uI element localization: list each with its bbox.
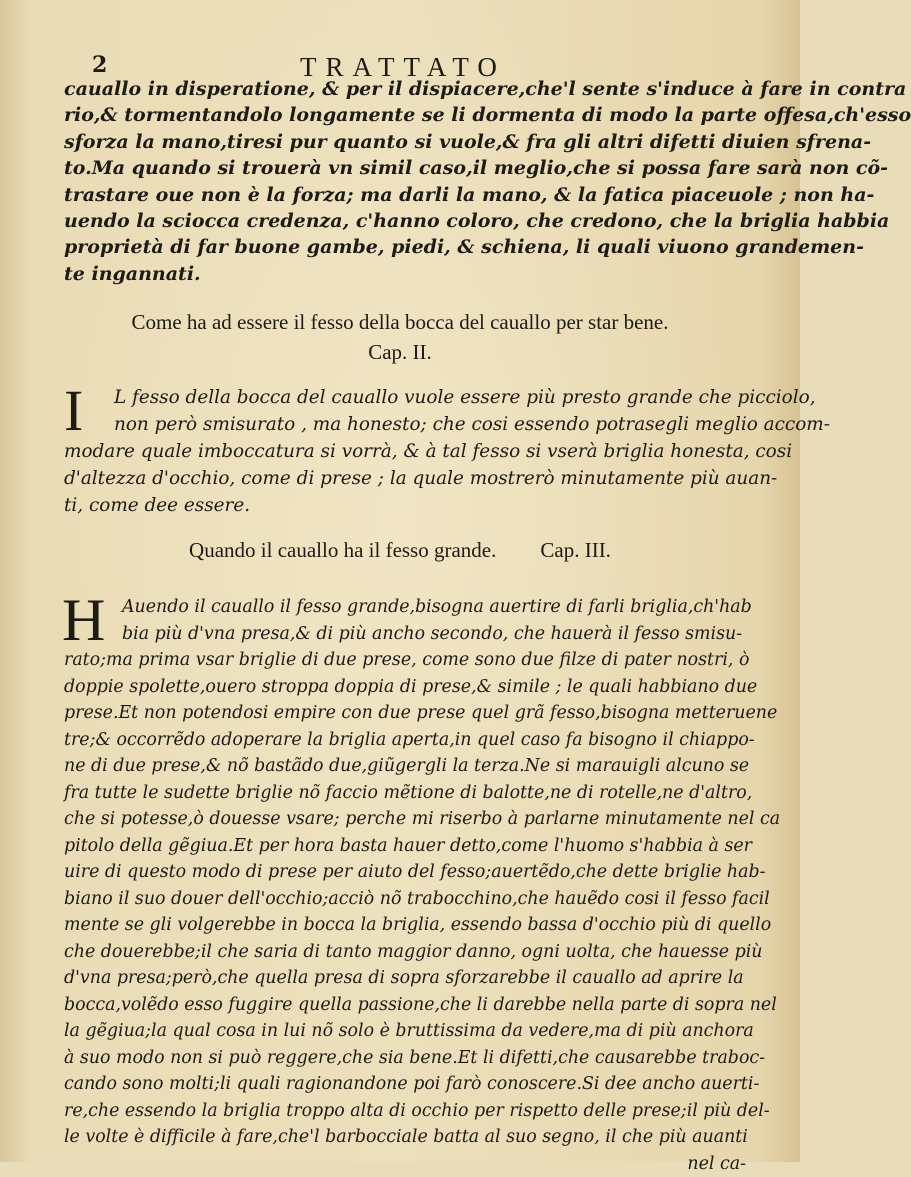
text-line: te ingannati. xyxy=(64,261,754,287)
drop-cap-h: H xyxy=(62,590,105,650)
text-line: la gẽgiua;la qual cosa in lui nõ solo è bruttissima da vedere,ma di più anchora xyxy=(64,1018,754,1045)
chapter-3-title: Quando il cauallo ha il fesso grande. xyxy=(189,538,496,562)
text-line: proprietà di far buone gambe, piedi, & schiena, li quali viuono grandemen- xyxy=(64,234,754,260)
chapter-2-title: Come ha ad essere il fesso della bocca del cauallo per star bene. xyxy=(0,310,800,335)
chapter-3-paragraph xyxy=(64,594,754,1177)
text-line: d'vna presa;però,che quella presa di sopra sforzarebbe il cauallo ad aprire la xyxy=(64,965,754,992)
drop-cap-i: I xyxy=(64,382,83,440)
text-line: cando sono molti;li quali ragionandone poi farò conoscere.Si dee ancho auerti- xyxy=(64,1071,754,1098)
catchword: nel ca- xyxy=(64,1151,754,1177)
text-line: bia più d'vna presa,& di più ancho secondo, che hauerà il fesso smisu- xyxy=(64,621,754,648)
text-line: à suo modo non si può reggere,che sia bene.Et li difetti,che causarebbe traboc- xyxy=(64,1045,754,1072)
text-line: le volte è difficile à fare,che'l barbocciale batta al suo segno, il che più auanti xyxy=(64,1124,754,1151)
page-number: 2 xyxy=(92,52,107,78)
text-line: biano il suo douer dell'occhio;acciò nõ trabocchino,che hauẽdo cosi il fesso facil xyxy=(64,886,754,913)
text-line: modare quale imboccatura si vorrà, & à tal fesso si vserà briglia honesta, cosi xyxy=(64,438,754,465)
text-line: ti, come dee essere. xyxy=(64,492,754,519)
chapter-3-number: Cap. III. xyxy=(540,538,611,562)
running-title: TRATTATO xyxy=(300,52,506,83)
text-line: d'altezza d'occhio, come di prese ; la quale mostrerò minutamente più auan- xyxy=(64,465,754,492)
text-line: rio,& tormentandolo longamente se li dormenta di modo la parte offesa,ch'esso xyxy=(64,102,754,128)
text-line: non però smisurato , ma honesto; che cosi essendo potrasegli meglio accom- xyxy=(64,411,754,438)
text-line: L fesso della bocca del cauallo vuole essere più presto grande che picciolo, xyxy=(64,384,754,411)
text-line: trastare oue non è la forza; ma darli la mano, & la fatica piaceuole ; non ha- xyxy=(64,182,754,208)
text-line: mente se gli volgerebbe in bocca la briglia, essendo bassa d'occhio più di quello xyxy=(64,912,754,939)
text-line: che si potesse,ò douesse vsare; perche mi riserbo à parlarne minutamente nel ca xyxy=(64,806,754,833)
text-line: sforza la mano,tiresi pur quanto si vuole,& fra gli altri difetti diuien sfrena- xyxy=(64,129,754,155)
text-line: uendo la sciocca credenza, c'hanno coloro, che credono, che la briglia habbia xyxy=(64,208,754,234)
text-line: uire di questo modo di prese per aiuto del fesso;auertẽdo,che dette briglie hab- xyxy=(64,859,754,886)
text-line: cauallo in disperatione, & per il dispiacere,che'l sente s'induce à fare in contra xyxy=(64,76,754,102)
text-line: prese.Et non potendosi empire con due prese quel grã fesso,bisogna metteruene xyxy=(64,700,754,727)
text-line: rato;ma prima vsar briglie di due prese, come sono due filze di pater nostri, ò xyxy=(64,647,754,674)
text-line: tre;& occorrẽdo adoperare la briglia aperta,in quel caso fa bisogno il chiappo- xyxy=(64,727,754,754)
text-line: fra tutte le sudette briglie nõ faccio mẽtione di balotte,ne di rotelle,ne d'altro, xyxy=(64,780,754,807)
paragraph-continuation xyxy=(64,76,754,287)
chapter-2-number: Cap. II. xyxy=(0,340,800,365)
text-line: re,che essendo la briglia troppo alta di occhio per rispetto delle prese;il più del- xyxy=(64,1098,754,1125)
text-line: che douerebbe;il che saria di tanto maggior danno, ogni uolta, che hauesse più xyxy=(64,939,754,966)
text-line: bocca,volẽdo esso fuggire quella passione,che li darebbe nella parte di sopra nel xyxy=(64,992,754,1019)
chapter-2-paragraph xyxy=(64,384,754,519)
text-line: Auendo il cauallo il fesso grande,bisogna auertire di farli briglia,ch'hab xyxy=(64,594,754,621)
chapter-3-heading xyxy=(0,538,800,563)
text-line: pitolo della gẽgiua.Et per hora basta hauer detto,come l'huomo s'habbia à ser xyxy=(64,833,754,860)
text-line: to.Ma quando si trouerà vn simil caso,il meglio,che si possa fare sarà non cõ- xyxy=(64,155,754,181)
text-line: doppie spolette,ouero stroppa doppia di prese,& simile ; le quali habbiano due xyxy=(64,674,754,701)
text-line: ne di due prese,& nõ bastãdo due,giũgergli la terza.Ne si marauigli alcuno se xyxy=(64,753,754,780)
